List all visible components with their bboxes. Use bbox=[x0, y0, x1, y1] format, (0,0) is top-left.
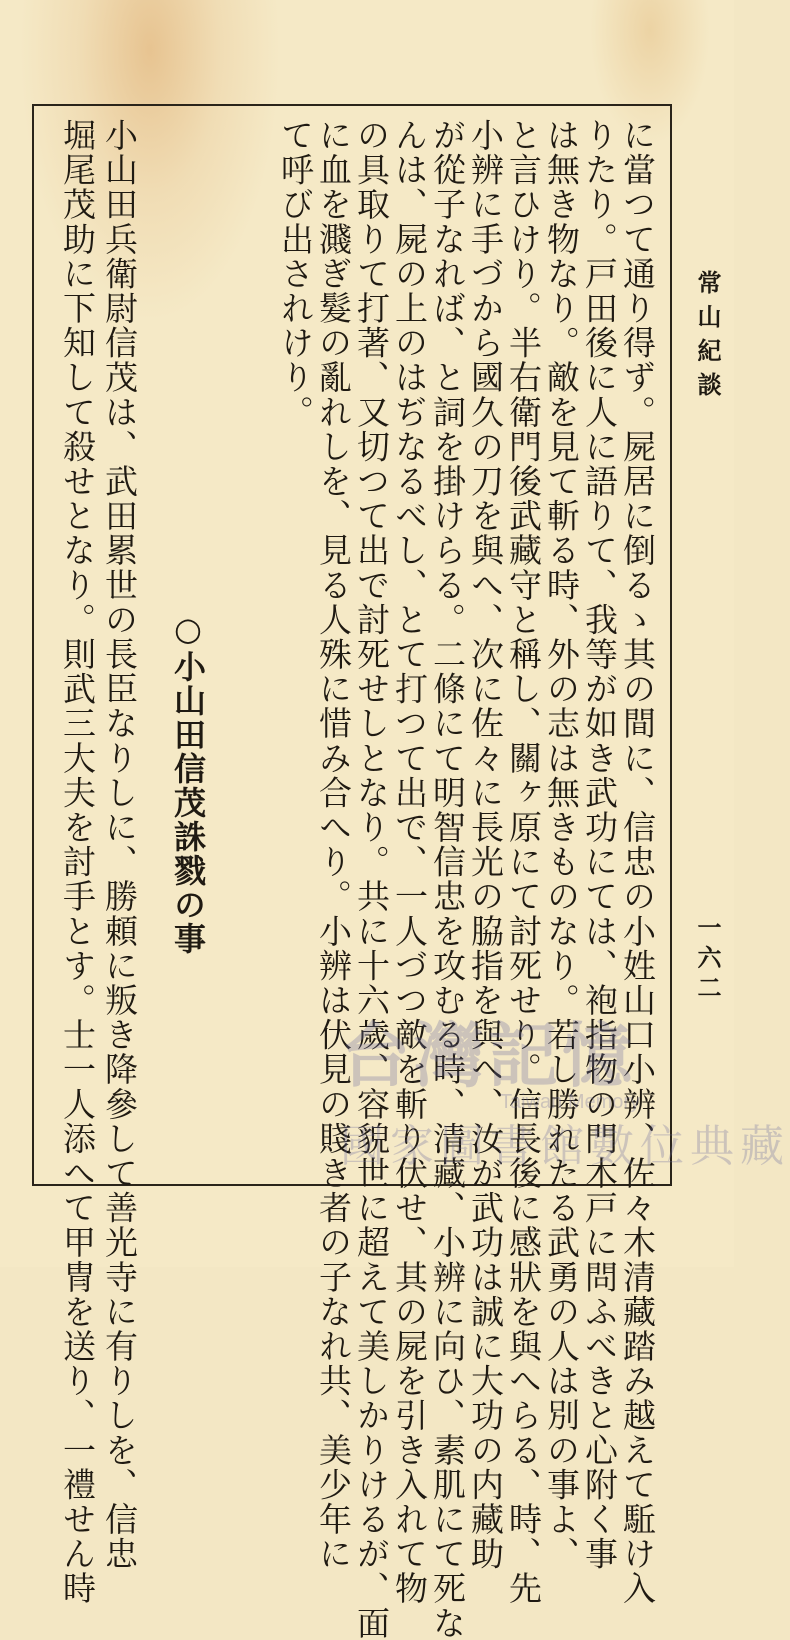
text-column-6: が從子なれば、と詞を掛けらる。二條にて明智信忠を攻むる時、清藏、小辨に向ひ、素肌にて死な bbox=[428, 118, 467, 1640]
watermark-logo-text: 台灣記憶 bbox=[340, 1017, 636, 1095]
section-heading: ○小山田信茂誅戮の事 bbox=[169, 610, 207, 956]
text-column-7: んは、屍の上のはぢなるべし、とて打つて出で、一人づつ敵を斬り伏せ、其の屍を引き入れて物 bbox=[390, 118, 429, 1606]
section-column-1: 小山田兵衛尉信茂は、武田累世の長臣なりしに、勝頼に叛き降參して善光寺に有りしを、信忠 bbox=[100, 118, 139, 1572]
watermark bbox=[340, 1000, 790, 1174]
watermark-library-name: 國家圖書館數位典藏 bbox=[340, 1122, 790, 1171]
text-column-2: りたり。戸田後に人に語りて、我等が如き武功にては、袍指物の門木戸に問ふべきと心附く事 bbox=[580, 118, 619, 1572]
text-column-1: に當つて通り得ず。屍居に倒るゝ其の間に、信忠の小姓山口小辨、佐々木清藏踏み越えて駈け入 bbox=[618, 118, 657, 1606]
section-column-2: 堀尾茂助に下知して殺せとなり。則武三大夫を討手とす。士一人添へて甲冑を送り、一禮せん時 bbox=[58, 118, 97, 1606]
watermark-english: Taiwan Memory bbox=[500, 1091, 641, 1113]
text-column-9: に血を濺ぎ髮の亂れしを、見る人殊に惜み合へり。小辨は伏見の賤き者の子なれ共、美少年に bbox=[314, 118, 353, 1572]
text-column-8: の具取りて打著、又切つて出で討死せしとなり。共に十六歲、容貌世に超えて美しかりけるが、面 bbox=[352, 118, 391, 1640]
text-column-5: 小辨に手づから國久の刀を與へ、次に佐々に長光の脇指を與へ、汝が武功は誠に大功の内藏助 bbox=[466, 118, 505, 1572]
text-column-10: て呼び出されけり。 bbox=[276, 118, 315, 430]
text-column-3: は無き物なり。敵を見て斬る時、外の志は無きものなり。若し勝れたる武勇の人は別の事よ、 bbox=[542, 118, 581, 1572]
text-column-4: と言ひけり。半右衛門後武藏守と稱し、關ヶ原にて討死せり。信長後に感狀を與へらる、時、先 bbox=[504, 118, 543, 1606]
running-title: 常山紀談 bbox=[693, 270, 722, 406]
page-number: 一六二 bbox=[693, 915, 722, 1005]
